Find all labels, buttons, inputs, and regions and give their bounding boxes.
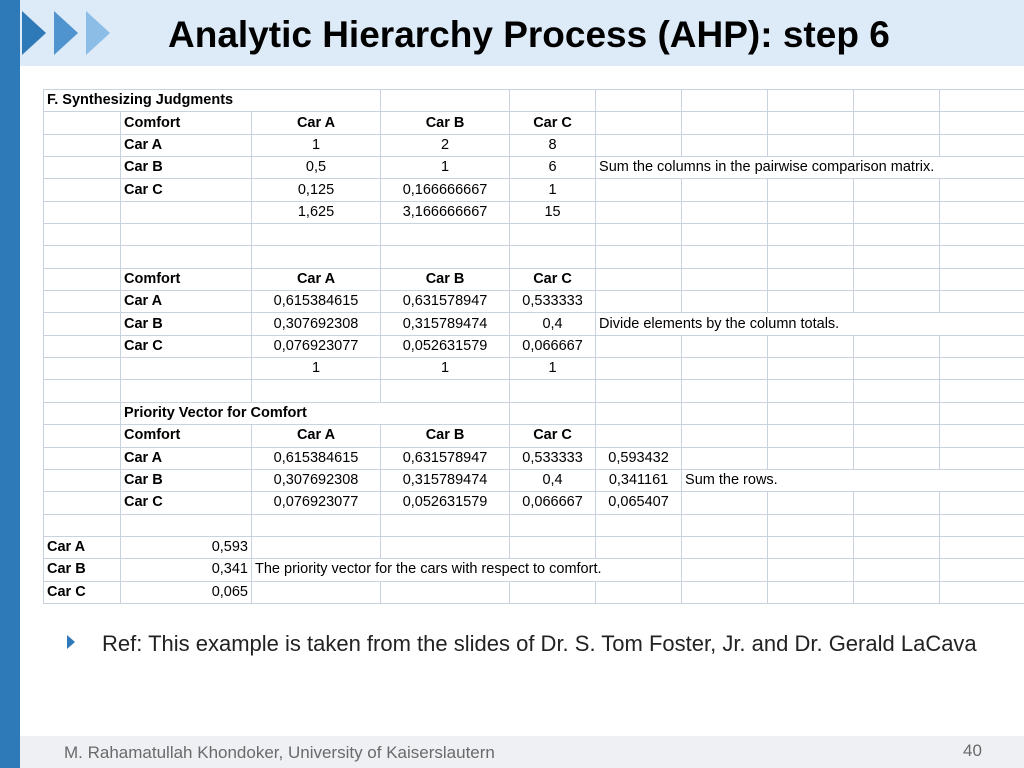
table-cell <box>510 514 596 536</box>
table-cell <box>121 201 252 223</box>
table-cell <box>682 335 768 357</box>
ahp-table <box>43 89 1024 604</box>
table-cell <box>682 201 768 223</box>
table-cell <box>44 291 121 313</box>
table-cell <box>940 581 1024 603</box>
table-cell <box>682 179 768 201</box>
table-row <box>44 224 1024 246</box>
table-cell <box>121 380 252 402</box>
table-cell: Car C <box>44 581 121 603</box>
table-cell <box>940 268 1024 290</box>
table-cell <box>682 492 768 514</box>
table-cell: 0,341 <box>121 559 252 581</box>
triple-chevron-icon <box>22 11 112 55</box>
table-cell <box>940 402 1024 424</box>
table-cell <box>682 559 768 581</box>
table-cell: Sum the rows. <box>682 469 1024 491</box>
table-cell: Car B <box>381 425 510 447</box>
table-cell: 1 <box>510 179 596 201</box>
table-cell <box>510 90 596 112</box>
table-cell: 0,052631579 <box>381 335 510 357</box>
table-cell <box>854 559 940 581</box>
table-cell <box>44 268 121 290</box>
table-cell <box>940 112 1024 134</box>
table-cell <box>44 425 121 447</box>
table-cell: 0,307692308 <box>252 313 381 335</box>
table-row <box>44 447 1024 469</box>
page-number: 40 <box>963 741 982 760</box>
table-cell <box>854 402 940 424</box>
table-row <box>44 536 1024 558</box>
table-cell: Sum the columns in the pairwise comparison matrix. <box>596 157 1024 179</box>
table-cell <box>252 246 381 268</box>
table-row <box>44 514 1024 536</box>
table-cell: 1,625 <box>252 201 381 223</box>
table-cell: Car C <box>510 112 596 134</box>
table-cell <box>940 201 1024 223</box>
table-cell <box>596 179 682 201</box>
table-cell <box>854 268 940 290</box>
table-cell <box>768 358 854 380</box>
table-cell <box>854 492 940 514</box>
table-cell <box>854 179 940 201</box>
table-cell <box>940 380 1024 402</box>
table-cell: Car A <box>121 134 252 156</box>
table-cell <box>510 380 596 402</box>
table-cell <box>854 425 940 447</box>
table-cell <box>44 492 121 514</box>
table-cell <box>940 514 1024 536</box>
table-cell <box>44 112 121 134</box>
table-cell <box>854 201 940 223</box>
table-cell <box>940 536 1024 558</box>
table-cell <box>121 358 252 380</box>
table-cell <box>252 514 381 536</box>
table-cell <box>252 536 381 558</box>
table-cell <box>596 514 682 536</box>
table-cell <box>596 112 682 134</box>
table-cell <box>682 134 768 156</box>
table-cell <box>768 380 854 402</box>
table-cell <box>940 492 1024 514</box>
table-cell <box>682 581 768 603</box>
table-cell <box>44 179 121 201</box>
table-cell <box>854 90 940 112</box>
table-cell: Car B <box>121 157 252 179</box>
table-cell <box>381 514 510 536</box>
table-cell <box>381 224 510 246</box>
table-row <box>44 335 1024 357</box>
table-cell: Car C <box>121 492 252 514</box>
table-cell: Car A <box>252 112 381 134</box>
table-cell <box>596 201 682 223</box>
table-row <box>44 492 1024 514</box>
table-cell: 1 <box>252 358 381 380</box>
table-cell: 0,533333 <box>510 291 596 313</box>
table-cell: 1 <box>252 134 381 156</box>
table-cell <box>940 447 1024 469</box>
table-cell <box>44 402 121 424</box>
table-cell: 0,631578947 <box>381 447 510 469</box>
table-cell <box>44 514 121 536</box>
table-cell: 3,166666667 <box>381 201 510 223</box>
table-cell: 0,125 <box>252 179 381 201</box>
table-cell: 1 <box>381 358 510 380</box>
table-cell <box>854 358 940 380</box>
table-cell <box>44 313 121 335</box>
table-cell <box>854 112 940 134</box>
table-row <box>44 380 1024 402</box>
table-cell <box>44 224 121 246</box>
table-cell <box>768 179 854 201</box>
table-cell <box>940 358 1024 380</box>
table-cell: 0,166666667 <box>381 179 510 201</box>
table-row <box>44 425 1024 447</box>
footer-author: M. Rahamatullah Khondoker, University of Kaiserslautern <box>64 743 495 762</box>
table-cell: 0,066667 <box>510 335 596 357</box>
table-row <box>44 402 1024 424</box>
table-cell: Car A <box>121 291 252 313</box>
table-cell <box>596 224 682 246</box>
table-cell: 0,341161 <box>596 469 682 491</box>
table-cell <box>768 536 854 558</box>
table-cell: Car A <box>252 425 381 447</box>
table-cell <box>768 559 854 581</box>
table-cell <box>121 514 252 536</box>
table-cell: Priority Vector for Comfort <box>121 402 510 424</box>
table-cell <box>381 246 510 268</box>
table-cell <box>768 268 854 290</box>
table-cell <box>510 536 596 558</box>
table-cell: 0,052631579 <box>381 492 510 514</box>
table-cell <box>768 581 854 603</box>
table-cell <box>44 447 121 469</box>
table-cell: 0,4 <box>510 313 596 335</box>
table-cell: 6 <box>510 157 596 179</box>
table-cell: 0,615384615 <box>252 447 381 469</box>
table-cell <box>682 90 768 112</box>
table-cell: Car B <box>381 268 510 290</box>
table-cell <box>768 246 854 268</box>
table-cell <box>596 90 682 112</box>
table-cell <box>854 380 940 402</box>
table-cell <box>596 581 682 603</box>
table-row <box>44 201 1024 223</box>
table-cell <box>940 224 1024 246</box>
table-row <box>44 268 1024 290</box>
table-cell <box>682 358 768 380</box>
table-cell <box>682 425 768 447</box>
table-cell <box>596 402 682 424</box>
table-row <box>44 112 1024 134</box>
table-cell: Car C <box>121 335 252 357</box>
table-cell <box>682 380 768 402</box>
slide-title: Analytic Hierarchy Process (AHP): step 6 <box>168 14 890 55</box>
table-cell <box>854 246 940 268</box>
table-cell <box>768 134 854 156</box>
table-cell <box>768 224 854 246</box>
table-cell: 0,5 <box>252 157 381 179</box>
table-cell <box>252 380 381 402</box>
table-cell: 0,066667 <box>510 492 596 514</box>
table-cell: F. Synthesizing Judgments <box>44 90 381 112</box>
bullet-arrow-icon <box>66 633 76 651</box>
table-cell <box>854 335 940 357</box>
table-cell: The priority vector for the cars with respect to comfort. <box>252 559 682 581</box>
table-row <box>44 313 1024 335</box>
table-cell <box>252 581 381 603</box>
table-cell <box>940 559 1024 581</box>
table-cell: Car C <box>510 268 596 290</box>
table-row <box>44 90 1024 112</box>
spreadsheet <box>43 89 1024 604</box>
table-cell <box>854 447 940 469</box>
table-cell <box>510 246 596 268</box>
table-cell <box>44 380 121 402</box>
table-cell <box>381 581 510 603</box>
table-cell <box>44 358 121 380</box>
table-cell: Car B <box>121 469 252 491</box>
table-cell <box>682 402 768 424</box>
table-cell <box>44 246 121 268</box>
table-cell <box>768 402 854 424</box>
table-cell <box>596 536 682 558</box>
table-cell: 0,315789474 <box>381 469 510 491</box>
table-cell <box>940 179 1024 201</box>
table-row <box>44 581 1024 603</box>
table-cell: 0,065 <box>121 581 252 603</box>
table-cell <box>682 268 768 290</box>
table-cell: Car C <box>510 425 596 447</box>
table-cell <box>381 536 510 558</box>
table-cell <box>682 536 768 558</box>
table-cell: Comfort <box>121 425 252 447</box>
table-cell <box>596 268 682 290</box>
table-cell <box>768 112 854 134</box>
table-row <box>44 358 1024 380</box>
table-cell: Car C <box>121 179 252 201</box>
table-cell <box>940 425 1024 447</box>
table-cell <box>854 536 940 558</box>
table-cell <box>596 335 682 357</box>
table-cell: Car A <box>252 268 381 290</box>
table-row <box>44 134 1024 156</box>
table-row <box>44 179 1024 201</box>
table-cell <box>596 380 682 402</box>
table-cell: 1 <box>381 157 510 179</box>
table-cell <box>381 380 510 402</box>
table-cell <box>854 224 940 246</box>
table-cell <box>768 201 854 223</box>
table-row <box>44 291 1024 313</box>
table-cell <box>940 90 1024 112</box>
table-cell: 0,593432 <box>596 447 682 469</box>
table-cell <box>510 224 596 246</box>
table-cell <box>510 402 596 424</box>
table-cell <box>768 492 854 514</box>
table-cell: Car B <box>121 313 252 335</box>
table-cell <box>854 581 940 603</box>
table-cell: Car B <box>44 559 121 581</box>
table-row <box>44 157 1024 179</box>
table-cell: 0,4 <box>510 469 596 491</box>
table-cell <box>768 291 854 313</box>
table-row <box>44 559 1024 581</box>
table-cell: 15 <box>510 201 596 223</box>
table-cell <box>682 447 768 469</box>
table-cell <box>510 581 596 603</box>
table-cell <box>381 90 510 112</box>
table-cell <box>768 335 854 357</box>
table-cell <box>44 335 121 357</box>
table-cell: 0,315789474 <box>381 313 510 335</box>
table-cell: 0,615384615 <box>252 291 381 313</box>
table-cell <box>682 224 768 246</box>
table-cell <box>768 425 854 447</box>
table-cell <box>44 134 121 156</box>
table-cell: 0,533333 <box>510 447 596 469</box>
table-cell <box>768 514 854 536</box>
table-cell <box>940 291 1024 313</box>
table-cell: Car A <box>44 536 121 558</box>
table-cell <box>44 157 121 179</box>
table-cell: 0,065407 <box>596 492 682 514</box>
table-cell: Divide elements by the column totals. <box>596 313 1024 335</box>
table-cell <box>596 425 682 447</box>
table-cell: 2 <box>381 134 510 156</box>
table-cell: 1 <box>510 358 596 380</box>
table-cell <box>768 447 854 469</box>
table-cell <box>940 134 1024 156</box>
table-cell <box>682 246 768 268</box>
left-accent-bar <box>0 0 20 768</box>
table-cell <box>682 514 768 536</box>
table-cell: Car A <box>121 447 252 469</box>
table-cell: 0,076923077 <box>252 492 381 514</box>
table-cell <box>121 246 252 268</box>
table-cell <box>682 112 768 134</box>
table-cell <box>596 134 682 156</box>
table-cell <box>44 469 121 491</box>
table-cell: 0,076923077 <box>252 335 381 357</box>
table-cell: Comfort <box>121 112 252 134</box>
table-cell: 8 <box>510 134 596 156</box>
table-cell <box>44 201 121 223</box>
table-cell: 0,631578947 <box>381 291 510 313</box>
table-cell <box>940 246 1024 268</box>
table-cell <box>596 246 682 268</box>
table-cell <box>768 90 854 112</box>
table-cell <box>121 224 252 246</box>
table-cell <box>252 224 381 246</box>
table-cell <box>854 291 940 313</box>
table-cell <box>940 335 1024 357</box>
table-cell <box>854 514 940 536</box>
table-cell: 0,593 <box>121 536 252 558</box>
table-cell: 0,307692308 <box>252 469 381 491</box>
table-cell <box>854 134 940 156</box>
table-cell <box>682 291 768 313</box>
table-cell: Car B <box>381 112 510 134</box>
table-cell <box>596 291 682 313</box>
reference-text: Ref: This example is taken from the slides of Dr. S. Tom Foster, Jr. and Dr. Gerald LaCava <box>102 631 977 656</box>
table-row <box>44 469 1024 491</box>
table-cell <box>596 358 682 380</box>
table-cell: Comfort <box>121 268 252 290</box>
table-row <box>44 246 1024 268</box>
